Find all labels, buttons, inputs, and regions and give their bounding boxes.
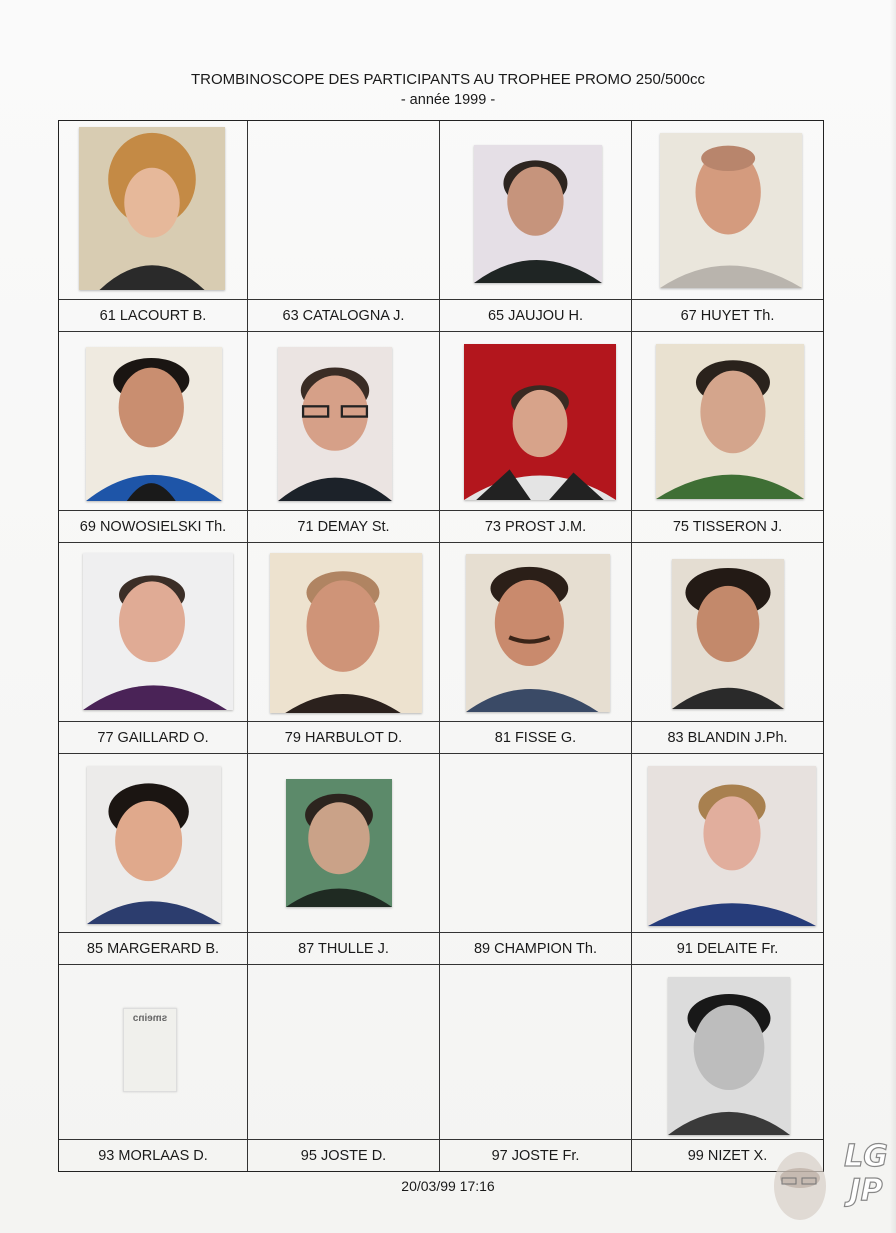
page-edge-shadow xyxy=(890,0,896,1233)
remnant-text: smeinɔ xyxy=(132,1013,168,1024)
participant-name: 81 FISSE G. xyxy=(440,721,631,753)
page-subtitle: - année 1999 - xyxy=(400,92,496,108)
participant-cell xyxy=(59,332,248,543)
participant-name: 85 MARGERARD B. xyxy=(59,932,247,964)
participant-cell xyxy=(59,121,248,332)
participant-cell xyxy=(248,332,440,543)
portrait-photo xyxy=(474,145,602,283)
participant-cell xyxy=(440,332,632,543)
participant-cell xyxy=(632,121,823,332)
portrait-photo xyxy=(79,127,225,290)
participant-name: 61 LACOURT B. xyxy=(59,299,247,331)
participant-cell xyxy=(632,332,823,543)
watermark-logo-text: LG JP xyxy=(844,1139,888,1208)
participant-name: 95 JOSTE D. xyxy=(248,1139,439,1171)
participant-name: 67 HUYET Th. xyxy=(632,299,823,331)
participant-cell xyxy=(248,965,440,1171)
participant-name: 99 NIZET X. xyxy=(632,1139,823,1171)
portrait-photo xyxy=(83,553,233,710)
portrait-photo xyxy=(466,554,610,712)
participant-name: 93 MORLAAS D. xyxy=(59,1139,247,1171)
participant-cell xyxy=(632,543,823,754)
participant-cell xyxy=(248,121,440,332)
participant-name: 89 CHAMPION Th. xyxy=(440,932,631,964)
participant-cell xyxy=(440,121,632,332)
participant-name: 97 JOSTE Fr. xyxy=(440,1139,631,1171)
portrait-photo xyxy=(87,766,221,924)
portrait-photo xyxy=(270,553,422,713)
participant-name: 71 DEMAY St. xyxy=(248,510,439,542)
participant-cell xyxy=(440,965,632,1171)
participant-name: 87 THULLE J. xyxy=(248,932,439,964)
participant-name: 65 JAUJOU H. xyxy=(440,299,631,331)
portrait-photo xyxy=(660,133,802,288)
portrait-photo xyxy=(464,344,616,500)
portrait-photo xyxy=(278,347,392,501)
participant-name: 75 TISSERON J. xyxy=(632,510,823,542)
document-header xyxy=(0,70,896,110)
portrait-photo xyxy=(648,766,816,926)
participant-name: 79 HARBULOT D. xyxy=(248,721,439,753)
participant-name: 63 CATALOGNA J. xyxy=(248,299,439,331)
portrait-photo xyxy=(86,347,222,501)
participant-cell xyxy=(59,543,248,754)
participant-name: 83 BLANDIN J.Ph. xyxy=(632,721,823,753)
participant-cell xyxy=(248,543,440,754)
participant-name: 73 PROST J.M. xyxy=(440,510,631,542)
participant-cell xyxy=(632,754,823,965)
participant-cell xyxy=(248,754,440,965)
participant-name: 91 DELAITE Fr. xyxy=(632,932,823,964)
participant-cell xyxy=(440,543,632,754)
print-timestamp: 20/03/99 17:16 xyxy=(401,1178,495,1194)
participant-cell xyxy=(59,754,248,965)
portrait-photo xyxy=(672,559,784,709)
participant-name: 69 NOWOSIELSKI Th. xyxy=(59,510,247,542)
portrait-photo xyxy=(656,344,804,499)
page-title: TROMBINOSCOPE DES PARTICIPANTS AU TROPHEE PROMO 250/500cc xyxy=(190,71,705,88)
torn-photo-remnant xyxy=(123,1008,177,1092)
portrait-photo xyxy=(668,977,790,1135)
participant-name: 77 GAILLARD O. xyxy=(59,721,247,753)
participant-cell xyxy=(440,754,632,965)
portrait-photo xyxy=(286,779,392,907)
